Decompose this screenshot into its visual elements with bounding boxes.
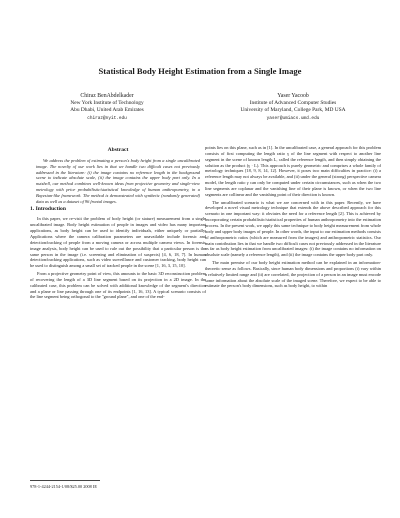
author-affiliation: New York Institute of Technology	[70, 100, 144, 107]
footer-rule	[30, 480, 100, 481]
author-email: yaser@umiacs.umd.edu	[266, 115, 320, 121]
intro-paragraph: From a projective geometry point of view, this amounts to the basic 3D reconstruction problem of recovering the length of a 3D line segment based on its projection in a 2D image. In the calibrated case, this problem can be solved with additional knowledge of the segment's direction and a plane or line passing through one of its endpoints [1, 16, 13]. A typical scenario consists of the line segment being orthogonal to the "ground plane", and one of the end-	[30, 271, 206, 300]
left-column	[30, 148, 206, 302]
section-heading-introduction: 1. Introduction	[30, 205, 66, 212]
author-location: Abu Dhabi, United Arab Emirates	[70, 107, 144, 114]
intro-paragraph: The uncalibrated scenario is what we are concerned with in this paper. Recently, we have developed a novel visual metrology technique that extends the above described approach for this scenario in one important way: it obviates the need for a reference length [2]. This is achieved by incorporating certain probabilistic/statistical properties of human anthropometry into the estimation process. In the present work, we apply this same technique to body height measurement from whole body and upper body images of people. In other words, the input to our estimation methods consists of anthropometric ratios (which are measured from the images) and anthropometric statistics. Our main contribution lies in that we handle two difficult cases not previously addressed in the literature as far as body height estimation from uncalibrated images: (i) the image contains no information on absolute scale (namely a reference length), and (ii) the image contains the upper body part only.	[205, 199, 381, 258]
intro-paragraph: In this paper, we re-visit the problem of body height (or stature) measurement from a single uncalibrated image. Body height estimation of people in images and video has many important applications, as body height can be used to identify individuals, either uniquely or partially. Applications where the camera calibration parameters are unavailable include forensic and detection/tracking of people from a moving camera or across multiple camera views. In forensic image analysis, body height can be used to rule out the possibility that a particular person is the same person in the image (i.e. screening and elimination of suspects) [4, 6, 18, 7]. In human detection/tracking applications, such as video surveillance and customer tracking, body height can be used to distinguish among a small set of tracked people in the scene [1, 16, 3, 15, 10].	[30, 216, 206, 269]
copyright-footer: 978-1-4244-2154-1/08/$25.00 2008 IE	[30, 484, 97, 489]
author-name: Yaser Yacoob	[277, 93, 309, 99]
author-location: University of Maryland, College Park, MD USA	[240, 107, 346, 114]
author-email: chiraz@nyit.edu	[87, 115, 127, 121]
paper-title: Statistical Body Height Estimation from a Single Image	[98, 66, 302, 76]
author-block-1	[12, 93, 202, 122]
intro-paragraph: The main premise of our body height estimation method can be explained in an information-theoretic sense as follows. Basically, since human body dimensions and proportions (i) vary within a relatively limited range and (ii) are correlated, the projection of a person in an image must encode some information about the absolute scale of the imaged scene. Therefore, we expect to be able to estimate the person's body dimensions, such as body height, to within	[205, 260, 381, 289]
author-block-2	[198, 93, 388, 122]
abstract-text: We address the problem of estimating a person's body height from a single uncalibrated image. The novelty of our work lies in that we handle two difficult cases not previously addressed in the literature: (i) the image contains no reference length in the background scene to indicate absolute scale, (ii) the image contains the upper body part only. In a nutshell, our method combines well-known ideas from projective geometry and single-view metrology with prior probabilistic/statistical knowledge of human anthropometry, in a Bayesian-like framework. The method is demonstrated with synthetic (randomly generated) data as well as a dataset of 96 frontal images.	[36, 157, 200, 204]
author-affiliation: Institute of Advanced Computer Studies	[249, 100, 337, 107]
right-column	[205, 145, 381, 291]
abstract-heading: Abstract	[107, 147, 129, 153]
intro-paragraph: points lies on this plane, such as in [1]. In the uncalibrated case, a general approach for this problem consists of first computing the length ratio γ of the line segment with respect to another line segment in the scene of known length L, called the reference length, and then simply obtaining the solution as the product (γ · L). This approach is purely geometric and comprises a whole family of metrology techniques [18, 9, 8, 14, 12]. However, it poses two main difficulties in practice: (i) a reference length may not always be available, and (ii) under the general (strong) perspective camera model, the length ratio γ can only be computed under certain circumstances, such as when the two line segments are coplanar and the vanishing line of their plane is known, or when the two line segments are collinear and the vanishing point of their direction is known.	[205, 145, 381, 197]
author-name: Chiraz BenAbdelkader	[80, 93, 134, 99]
